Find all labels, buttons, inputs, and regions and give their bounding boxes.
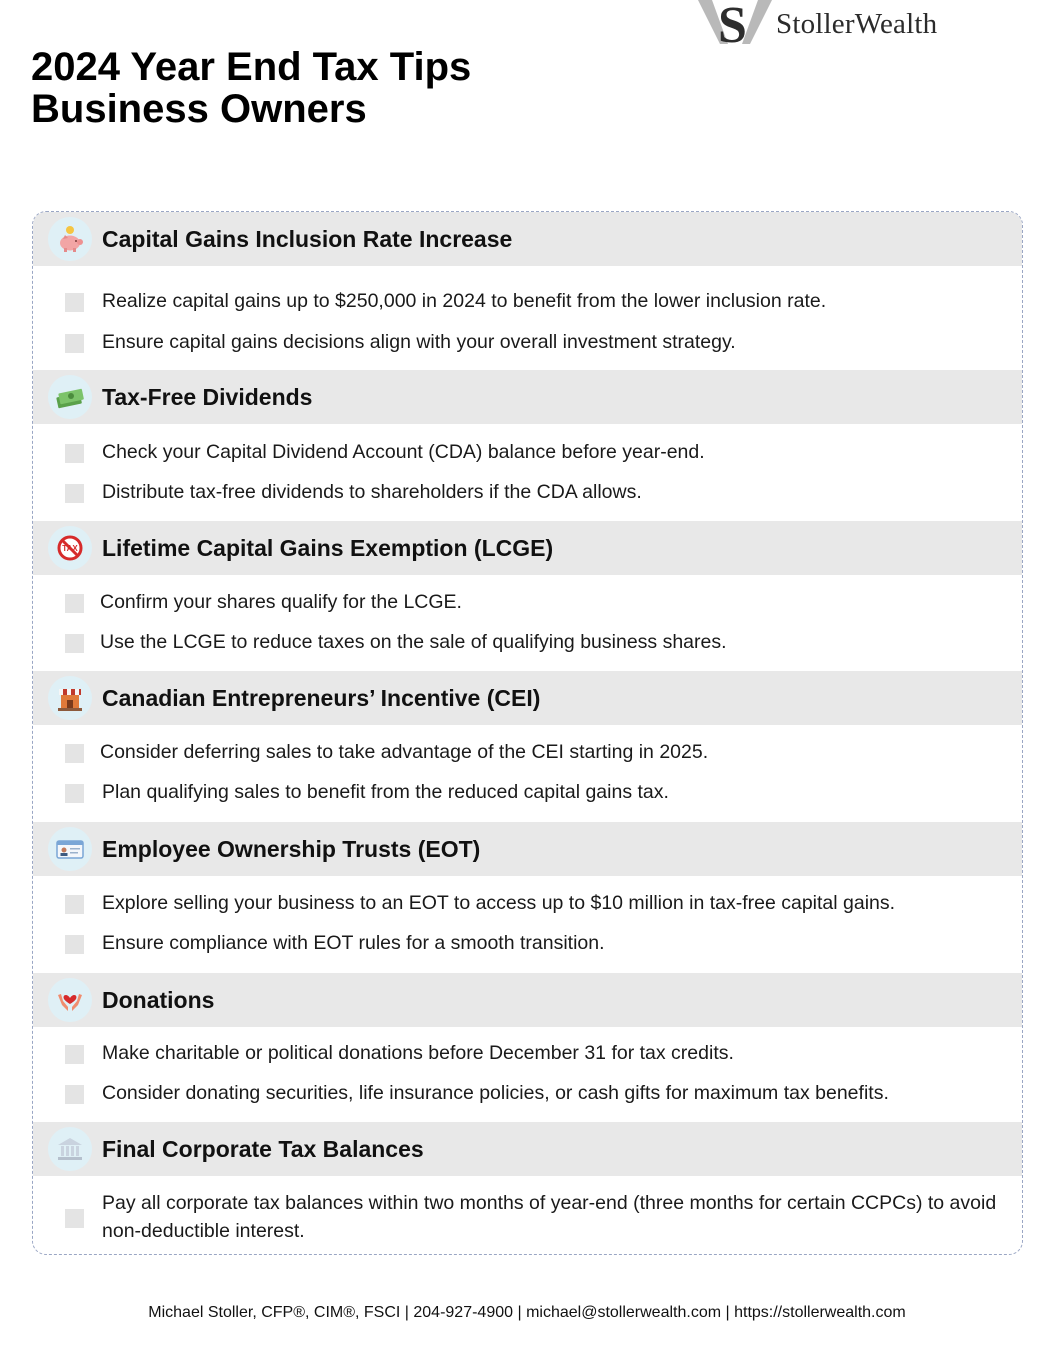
section-title: Final Corporate Tax Balances [102,1136,424,1162]
item-text: Confirm your shares qualify for the LCGE. [100,591,462,613]
logo-mark-icon [698,0,776,46]
checkbox[interactable] [65,895,84,914]
section-header-dividends [33,370,1022,424]
piggy-bank-icon [48,217,92,261]
checkbox[interactable] [65,1209,84,1228]
checkbox[interactable] [65,444,84,463]
page-title-line1: 2024 Year End Tax Tips [31,45,472,89]
footer-contact: Michael Stoller, CFP®, CIM®, FSCI | 204-927-4900 | michael@stollerwealth.com | https://stollerwealth.com [148,1304,906,1321]
checkbox[interactable] [65,744,84,763]
brand-name: StollerWealth [776,8,938,40]
brand-logo [698,0,968,48]
section-header-corporate-tax [33,1122,1022,1176]
item-text: Use the LCGE to reduce taxes on the sale of qualifying business shares. [100,631,727,653]
item-text: Distribute tax-free dividends to shareholders if the CDA allows. [102,481,642,503]
section-title: Donations [102,987,215,1013]
page-title [31,46,471,130]
item-text: Make charitable or political donations before December 31 for tax credits. [102,1042,734,1064]
checkbox[interactable] [65,594,84,613]
section-title: Employee Ownership Trusts (EOT) [102,836,481,862]
money-stack-icon [48,375,92,419]
section-title: Capital Gains Inclusion Rate Increase [102,226,513,252]
checklist-card [32,211,1023,1255]
item-text: Plan qualifying sales to benefit from the reduced capital gains tax. [102,781,669,803]
section-header-donations [33,973,1022,1027]
section-title: Tax-Free Dividends [102,384,313,410]
item-text: Pay all corporate tax balances within two months of year-end (three months for certain CCPCs) to avoid non-deductible interest. [102,1192,997,1242]
item-text: Consider donating securities, life insurance policies, or cash gifts for maximum tax benefits. [102,1082,889,1104]
item-text: Ensure compliance with EOT rules for a smooth transition. [102,932,605,954]
heart-hands-icon [48,978,92,1022]
bank-building-icon [48,1127,92,1171]
item-text: Realize capital gains up to $250,000 in 2024 to benefit from the lower inclusion rate. [102,290,827,312]
storefront-icon [48,676,92,720]
checkbox[interactable] [65,334,84,353]
svg-text:TAX: TAX [62,544,78,553]
section-header-lcge [33,521,1022,575]
item-text: Consider deferring sales to take advantage of the CEI starting in 2025. [100,741,709,763]
svg-text:S: S [718,0,747,46]
section-header-cei [33,671,1022,725]
checkbox[interactable] [65,1045,84,1064]
checkbox[interactable] [65,1085,84,1104]
page-title-line2: Business Owners [31,87,367,131]
section-title: Lifetime Capital Gains Exemption (LCGE) [102,535,554,561]
checkbox[interactable] [65,935,84,954]
id-card-icon [48,827,92,871]
section-title: Canadian Entrepreneurs’ Incentive (CEI) [102,685,541,711]
item-text: Explore selling your business to an EOT to access up to $10 million in tax-free capital gains. [102,892,896,914]
item-text: Check your Capital Dividend Account (CDA) balance before year-end. [102,441,705,463]
item-text: Ensure capital gains decisions align with your overall investment strategy. [102,331,736,353]
checkbox[interactable] [65,484,84,503]
section-header-capital-gains [33,212,1022,266]
checkbox[interactable] [65,293,84,312]
section-header-eot [33,822,1022,876]
checkbox[interactable] [65,784,84,803]
checkbox[interactable] [65,634,84,653]
no-tax-icon [48,526,92,570]
